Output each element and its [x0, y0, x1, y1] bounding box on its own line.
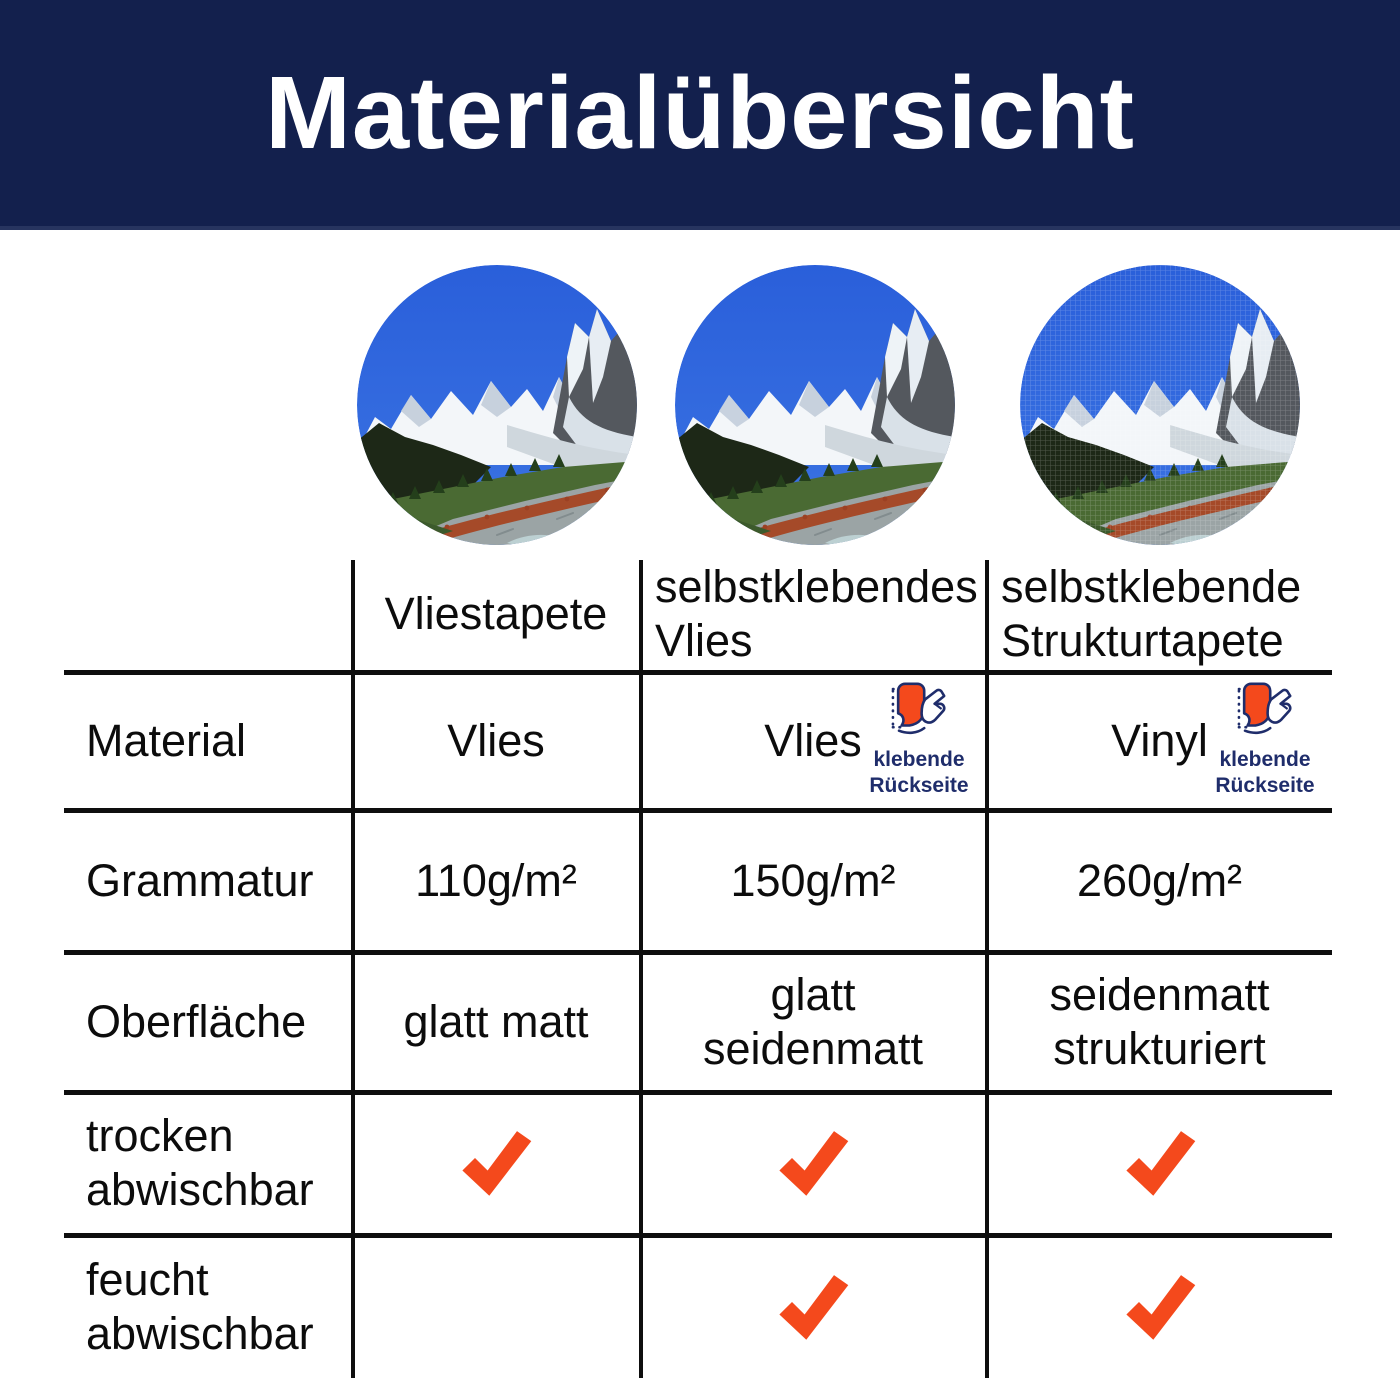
material-value-strukturtapete: Vinyl: [1111, 714, 1208, 766]
feucht-check-strukturtapete: [989, 1238, 1330, 1376]
row-label-oberflaeche: Oberfläche: [86, 995, 307, 1047]
row-label-feucht-abwischbar: feucht abwischbar: [86, 1254, 314, 1359]
adhesive-back-label: klebende Rückseite: [1215, 748, 1315, 798]
column-header-selbstklebende-strukturtapete: selbstklebende Strukturtapete: [1001, 561, 1302, 666]
product-photo-selbstklebendes-vlies: [675, 265, 955, 545]
grammatur-value-strukturtapete: 260g/m²: [1076, 854, 1243, 906]
material-value-selbstklebendes-vlies: Vlies: [764, 714, 862, 766]
peel-sticker-icon: [886, 678, 952, 745]
page-title: Materialübersicht: [265, 55, 1135, 170]
adhesive-back-badge: [1204, 678, 1326, 804]
trocken-check-strukturtapete: [989, 1095, 1330, 1231]
column-header-selbstklebendes-vlies: selbstklebendes Vlies: [655, 561, 978, 666]
grammatur-value-selbstklebendes-vlies: 150g/m²: [730, 854, 896, 906]
checkmark-icon: [771, 1268, 855, 1346]
title-banner: [0, 0, 1400, 230]
feucht-check-selbstklebendes-vlies: [643, 1238, 983, 1376]
checkmark-icon: [1118, 1268, 1202, 1346]
material-value-vliestapete: Vlies: [447, 714, 545, 766]
product-photo-vliestapete: [357, 265, 637, 545]
row-label-trocken-abwischbar: trocken abwischbar: [86, 1110, 314, 1215]
checkmark-icon: [1118, 1124, 1202, 1202]
column-header-vliestapete: Vliestapete: [384, 588, 608, 639]
grammatur-value-vliestapete: 110g/m²: [415, 854, 577, 906]
peel-sticker-icon: [1232, 678, 1298, 745]
checkmark-icon: [454, 1124, 538, 1202]
product-photo-selbstklebende-strukturtapete: [1020, 265, 1300, 545]
adhesive-back-badge: [858, 678, 980, 804]
trocken-check-selbstklebendes-vlies: [643, 1095, 983, 1231]
oberflaeche-value-selbstklebendes-vlies: glatt seidenmatt: [702, 968, 924, 1074]
adhesive-back-label: klebende Rückseite: [869, 748, 969, 798]
row-label-material: Material: [86, 714, 247, 766]
feucht-check-vliestapete: [355, 1238, 637, 1376]
oberflaeche-value-vliestapete: glatt matt: [403, 995, 589, 1047]
row-label-grammatur: Grammatur: [86, 854, 314, 906]
trocken-check-vliestapete: [355, 1095, 637, 1231]
checkmark-icon: [771, 1124, 855, 1202]
oberflaeche-value-strukturtapete: seidenmatt strukturiert: [1049, 968, 1270, 1074]
